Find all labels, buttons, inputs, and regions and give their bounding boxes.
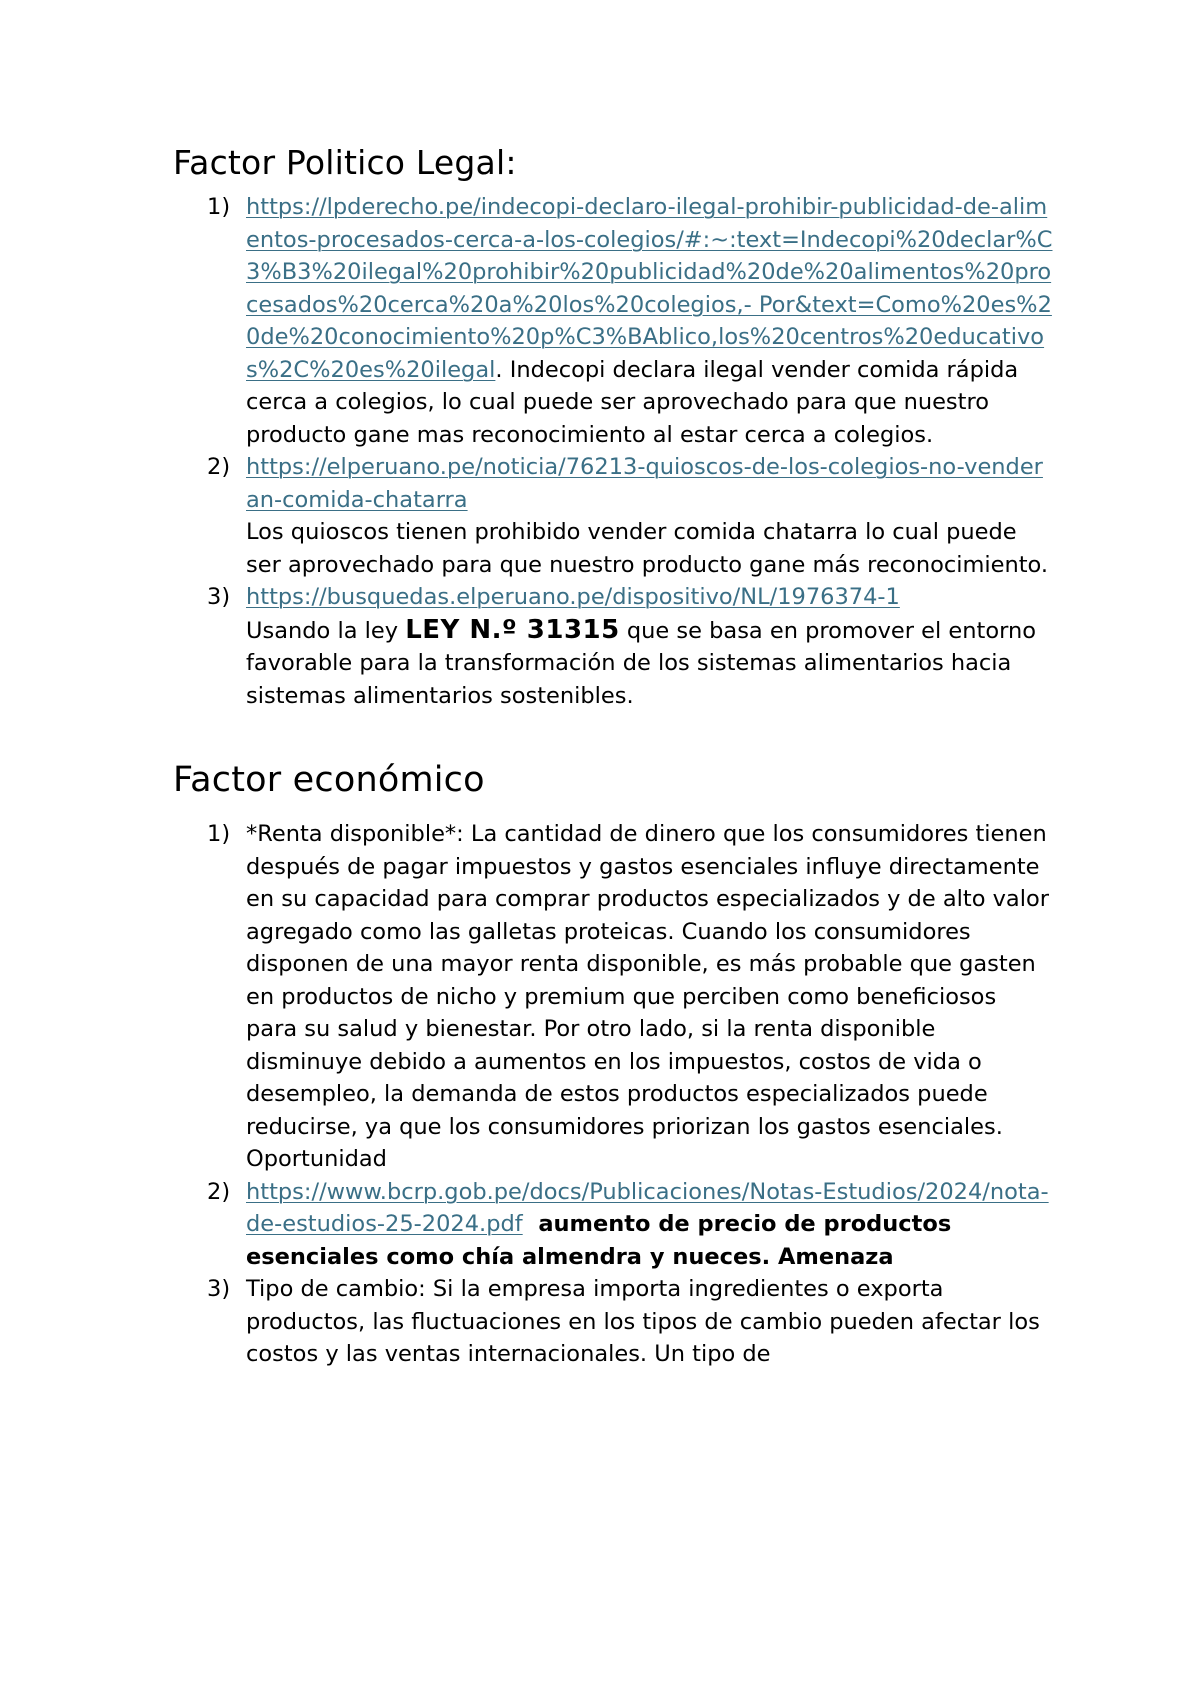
list-item [173,1273,1053,1371]
list-number: 2) [207,454,231,480]
section-title-politico-legal: Factor Politico Legal: [173,143,517,182]
source-link-lpderecho[interactable]: https://lpderecho.pe/indecopi-declaro-ilegal-prohibir-publicidad-de-alimentos-procesados-cerca-a-los-colegios/#:~:text=Indecopi%20declar%C3%B3%20ilegal%20prohibir%20publicidad%20de%20alimentos%20procesados%20cerca%20a%20los%20colegios,- Por&text=Como%20es%20de%20conocimiento%20p%C3%BAblico,los%20centros%20educativos%2C%20es%20ilegal [246,194,1053,383]
list-item [173,191,1053,451]
list-item [173,818,1053,1176]
source-link-elperuano-quioscos[interactable]: https://elperuano.pe/noticia/76213-quioscos-de-los-colegios-no-venderan-comida-chatarra [246,454,1043,513]
item-text: Los quioscos tienen prohibido vender comida chatarra lo cual puede ser aprovechado para que nuestro producto gane más reconocimiento. [246,519,1049,578]
section-title-economico: Factor económico [173,760,485,800]
item-text: *Renta disponible*: La cantidad de dinero que los consumidores tienen después de pagar impuestos y gastos esenciales influye directamente en su capacidad para comprar productos especializados y de alto valor agregado como las galletas proteicas. Cuando los consumidores disponen de una mayor renta disponible, es más probable que gasten en productos de nicho y premium que perciben como beneficiosos para su salud y bienestar. Por otro lado, si la renta disponible disminuye debido a aumentos en los impuestos, costos de vida o desempleo, la demanda de estos productos especializados puede reducirse, ya que los consumidores priorizan los gastos esenciales. Oportunidad [246,821,1049,1172]
list-number: 3) [207,1276,231,1302]
list-item [173,1176,1053,1274]
list-number: 2) [207,1178,231,1205]
source-link-bcrp[interactable]: https://www.bcrp.gob.pe/docs/Publicaciones/Notas-Estudios/2024/nota-de-estudios-25-2024.pdf [246,1178,1049,1237]
item-text: Tipo de cambio: Si la empresa importa ingredientes o exporta productos, las fluctuaciones en los tipos de cambio pueden afectar los costos y las ventas internacionales. Un tipo de [246,1276,1040,1367]
list-number: 1) [207,821,231,847]
list-item [173,581,1053,712]
item-text: . Indecopi declara ilegal vender comida rápida cerca a colegios, lo cual puede ser aprovechado para que nuestro producto gane mas reconocimiento al estar cerca a colegios. [246,356,1019,448]
list-item [173,451,1053,581]
politico-legal-list [173,191,1053,712]
law-name: LEY N.º 31315 [405,614,620,645]
source-link-elperuano-dispositivo[interactable]: https://busquedas.elperuano.pe/dispositivo/NL/1976374-1 [246,584,900,610]
document-page [173,140,1053,1371]
list-number: 3) [207,584,231,610]
item-text [246,614,1053,713]
item-bold-text: aumento de precio de productos esenciales como chía almendra y nueces. Amenaza [246,1211,960,1270]
item-text-after: que se basa en promover el entorno favorable para la transformación de los sistemas alimentarios hacia sistemas alimentarios sostenibles. [246,617,1036,709]
economico-list [173,818,1053,1371]
list-number: 1) [207,194,231,220]
item-text-before: Usando la ley [246,617,406,644]
